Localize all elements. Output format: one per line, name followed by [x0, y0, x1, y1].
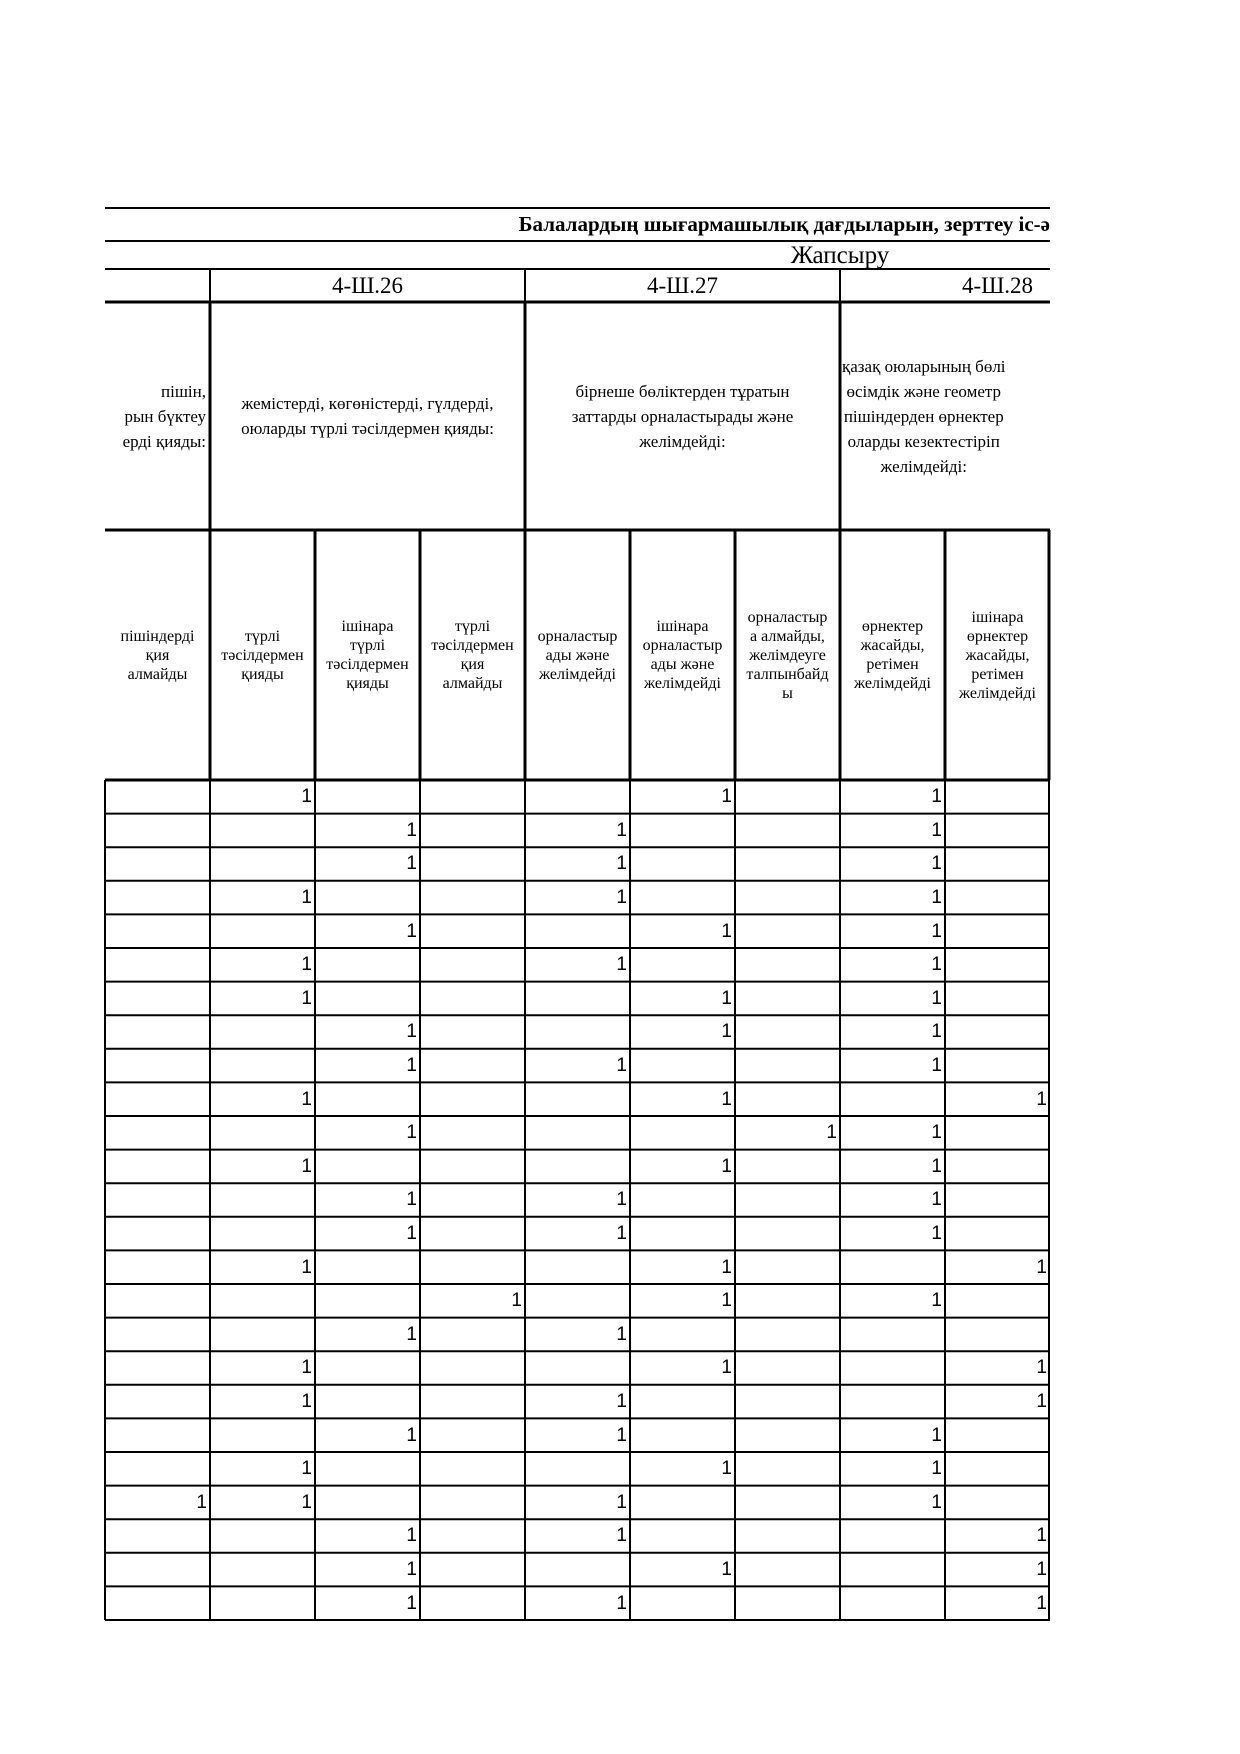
table-cell: 1 [931, 954, 942, 976]
table-cell [840, 1318, 945, 1352]
code-header-4-sh-26: 4-Ш.26 [331, 273, 404, 298]
table-cell [735, 1418, 840, 1452]
table-cell [945, 1284, 1050, 1318]
table-cell: 1 [931, 853, 942, 875]
table-cell: 1 [301, 987, 312, 1009]
table-cell [735, 1318, 840, 1352]
table-cell [945, 881, 1050, 915]
table-cell [840, 1351, 945, 1385]
table-cell [420, 1015, 525, 1049]
table-cell [525, 982, 630, 1016]
subheader-col-9: ішінара өрнектер жасайды, ретімен желімдейді [959, 608, 1036, 702]
section-label: Жапсыру [790, 241, 890, 269]
table-cell [315, 780, 420, 814]
table-cell [105, 1418, 210, 1452]
table-cell [945, 1217, 1050, 1251]
table-cell: 1 [931, 887, 942, 909]
table-cell: 1 [616, 1491, 627, 1513]
table-cell [945, 914, 1050, 948]
table-cell [630, 1049, 735, 1083]
table-cell [105, 1250, 210, 1284]
table-cell [525, 1082, 630, 1116]
subheader-col-8: өрнектер жасайды, ретімен желімдейді [854, 618, 931, 692]
table-cell [945, 948, 1050, 982]
criterion-4-sh-27: бірнеше бөліктерден тұратын заттарды орналастырады және желімдейді: [571, 381, 794, 451]
table-cell [420, 914, 525, 948]
table-cell [525, 1452, 630, 1486]
table-cell: 1 [406, 920, 417, 942]
table-cell [630, 1519, 735, 1553]
table-cell [210, 1318, 315, 1352]
table-cell [630, 1116, 735, 1150]
table-cell [630, 814, 735, 848]
table-cell [945, 847, 1050, 881]
table-cell [420, 1418, 525, 1452]
table-cell [735, 1586, 840, 1620]
table-cell: 1 [406, 1424, 417, 1446]
table-cell [105, 847, 210, 881]
table-cell [525, 1116, 630, 1150]
table-cell [315, 982, 420, 1016]
table-cell: 1 [931, 819, 942, 841]
table-cell [630, 1183, 735, 1217]
table-cell [105, 1015, 210, 1049]
table-cell [735, 1082, 840, 1116]
table-cell: 1 [931, 1122, 942, 1144]
table-cell [840, 1519, 945, 1553]
table-cell [840, 1250, 945, 1284]
table-cell: 1 [721, 1021, 732, 1043]
table-cell [315, 1486, 420, 1520]
table-cell [525, 1553, 630, 1587]
table-cell [420, 1082, 525, 1116]
table-cell [525, 1150, 630, 1184]
table-cell [945, 780, 1050, 814]
table-cell: 1 [931, 1223, 942, 1245]
table-cell [420, 1586, 525, 1620]
code-header-4-sh-28: 4-Ш.28 [961, 273, 1034, 298]
table-cell [210, 1284, 315, 1318]
table-cell: 1 [616, 887, 627, 909]
table-cell [735, 914, 840, 948]
table-cell [840, 1385, 945, 1419]
table-cell [945, 982, 1050, 1016]
table-cell: 1 [406, 1021, 417, 1043]
table-cell: 1 [721, 1458, 732, 1480]
subheader-col-5: орналастыр ады және желімдейді [537, 627, 618, 683]
subheader-col-7: орналастыр а алмайды, желімдеуге талпынбайд ы [746, 608, 829, 702]
table-cell [420, 1217, 525, 1251]
table-cell [210, 847, 315, 881]
table-cell [105, 982, 210, 1016]
table-cell [420, 948, 525, 982]
table-cell [735, 1015, 840, 1049]
table-cell [105, 780, 210, 814]
table-cell [420, 1049, 525, 1083]
table-cell [945, 1452, 1050, 1486]
table-cell [420, 1452, 525, 1486]
table-cell: 1 [721, 1559, 732, 1581]
table-cell: 1 [301, 954, 312, 976]
table-cell: 1 [301, 1155, 312, 1177]
table-cell [105, 1284, 210, 1318]
table-cell [210, 914, 315, 948]
subheader-col-6: ішінара орналастыр ады және желімдейді [642, 618, 723, 692]
table-cell [210, 1015, 315, 1049]
table-cell: 1 [406, 1559, 417, 1581]
criterion-clipped-left: пішін, рын бүктеу ерді қияды: [122, 381, 206, 451]
table-cell: 1 [1036, 1256, 1047, 1278]
table-cell: 1 [616, 1391, 627, 1413]
table-cell [945, 1318, 1050, 1352]
table-cell [630, 948, 735, 982]
sheet-title: Балалардың шығармашылық дағдыларын, зерттеу іс-ә [518, 212, 1050, 236]
table-cell: 1 [931, 1021, 942, 1043]
table-cell [210, 814, 315, 848]
table-cell: 1 [931, 1424, 942, 1446]
table-cell [630, 847, 735, 881]
table-cell [105, 1082, 210, 1116]
table-cell [315, 1351, 420, 1385]
table-cell [420, 814, 525, 848]
table-cell [315, 881, 420, 915]
table-cell: 1 [721, 987, 732, 1009]
table-cell [630, 1385, 735, 1419]
table-cell [210, 1183, 315, 1217]
table-cell [735, 1183, 840, 1217]
table-cell [315, 1284, 420, 1318]
table-cell [315, 948, 420, 982]
table-cell [630, 1586, 735, 1620]
table-cell: 1 [931, 786, 942, 808]
table-cell [315, 1385, 420, 1419]
table-cell [420, 1486, 525, 1520]
table-cell [630, 881, 735, 915]
subheader-col-3: ішінара түрлі тәсілдермен қияды [326, 618, 409, 692]
table-cell: 1 [1036, 1525, 1047, 1547]
table-cell [420, 1116, 525, 1150]
table-cell: 1 [931, 920, 942, 942]
table-cell [315, 1250, 420, 1284]
table-cell: 1 [616, 819, 627, 841]
table-cell: 1 [616, 1592, 627, 1614]
table-cell [420, 1519, 525, 1553]
table-cell [315, 1150, 420, 1184]
subheader-col-4: түрлі тәсілдермен қия алмайды [431, 618, 514, 692]
table-cell [735, 780, 840, 814]
table-cell [630, 1217, 735, 1251]
table-cell: 1 [301, 786, 312, 808]
table-cell [735, 1553, 840, 1587]
table-cell [420, 1150, 525, 1184]
table-cell [630, 1486, 735, 1520]
table-cell: 1 [616, 1323, 627, 1345]
table-cell [735, 1217, 840, 1251]
table-cell [105, 1116, 210, 1150]
table-cell: 1 [721, 1088, 732, 1110]
table-cell [735, 814, 840, 848]
table-cell [210, 1586, 315, 1620]
criterion-4-sh-28: қазақ оюларының бөлі өсімдік және геометр пішіндерден өрнектер оларды кезектестіріп желімдейді: [842, 356, 1006, 476]
table-cell [945, 1049, 1050, 1083]
table-cell: 1 [406, 853, 417, 875]
table-cell [945, 1015, 1050, 1049]
table-cell: 1 [301, 1458, 312, 1480]
table-cell [420, 1351, 525, 1385]
table-cell: 1 [616, 853, 627, 875]
table-cell: 1 [301, 1491, 312, 1513]
table-cell [420, 1385, 525, 1419]
table-cell [735, 1452, 840, 1486]
table-cell [420, 881, 525, 915]
table-cell: 1 [721, 1357, 732, 1379]
table-cell: 1 [721, 1290, 732, 1312]
table-cell [210, 1553, 315, 1587]
table-cell [105, 948, 210, 982]
table-cell [840, 1082, 945, 1116]
table-cell [735, 1150, 840, 1184]
table-cell [945, 1486, 1050, 1520]
table-cell [105, 1318, 210, 1352]
table-cell [105, 814, 210, 848]
table-cell: 1 [406, 1055, 417, 1077]
table-cell: 1 [196, 1491, 207, 1513]
table-cell [105, 1351, 210, 1385]
table-cell [105, 1553, 210, 1587]
table-cell [105, 1385, 210, 1419]
table-cell [105, 1586, 210, 1620]
table-cell: 1 [721, 1256, 732, 1278]
table-cell: 1 [1036, 1088, 1047, 1110]
table-cell: 1 [931, 1290, 942, 1312]
table-cell: 1 [406, 1592, 417, 1614]
table-cell: 1 [406, 819, 417, 841]
table-cell: 1 [931, 987, 942, 1009]
table-cell: 1 [616, 1525, 627, 1547]
table-cell [525, 1284, 630, 1318]
table-cell [525, 914, 630, 948]
table-cell [210, 1116, 315, 1150]
table-cell [105, 1217, 210, 1251]
table-cell [420, 1250, 525, 1284]
table-cell [525, 1250, 630, 1284]
table-cell [945, 814, 1050, 848]
table-cell: 1 [406, 1122, 417, 1144]
table-cell: 1 [406, 1525, 417, 1547]
criterion-4-sh-26: жемістерді, көгөністерді, гүлдерді, оюларды түрлі тәсілдермен қияды: [241, 394, 494, 438]
table-cell [735, 948, 840, 982]
table-cell: 1 [511, 1290, 522, 1312]
table-cell [735, 1250, 840, 1284]
table-cell [420, 1318, 525, 1352]
table-cell [420, 847, 525, 881]
table-cell: 1 [301, 1391, 312, 1413]
table-cell [840, 1586, 945, 1620]
table-cell: 1 [616, 954, 627, 976]
table-cell [210, 1049, 315, 1083]
table-cell [210, 1519, 315, 1553]
table-cell: 1 [826, 1122, 837, 1144]
table-cell: 1 [616, 1223, 627, 1245]
table-cell [630, 1418, 735, 1452]
table-cell [315, 1452, 420, 1486]
table-cell: 1 [721, 786, 732, 808]
table-cell [735, 1385, 840, 1419]
table-cell: 1 [301, 1357, 312, 1379]
table-cell [420, 1553, 525, 1587]
table-cell [840, 1553, 945, 1587]
table-cell [105, 1452, 210, 1486]
table-cell [945, 1183, 1050, 1217]
table-cell: 1 [931, 1458, 942, 1480]
subheader-col-1: пішіндерді қия алмайды [120, 627, 195, 683]
table-cell [735, 1519, 840, 1553]
table-cell [210, 1418, 315, 1452]
table-cell [420, 780, 525, 814]
table-cell [105, 1519, 210, 1553]
table-cell [105, 1183, 210, 1217]
table-cell [525, 780, 630, 814]
table-cell [735, 1284, 840, 1318]
table-cell [525, 1351, 630, 1385]
table-cell: 1 [931, 1491, 942, 1513]
table-cell [105, 1150, 210, 1184]
table-cell: 1 [406, 1323, 417, 1345]
table-cell [735, 1049, 840, 1083]
table-cell [105, 914, 210, 948]
table-cell [735, 1351, 840, 1385]
table-cell [105, 881, 210, 915]
table-cell [735, 847, 840, 881]
table-cell: 1 [301, 1256, 312, 1278]
table-cell: 1 [931, 1155, 942, 1177]
table-cell: 1 [301, 1088, 312, 1110]
table-cell [630, 1318, 735, 1352]
table-cell [735, 881, 840, 915]
table-cell [945, 1150, 1050, 1184]
subheader-col-2: түрлі тәсілдермен қияды [221, 627, 304, 683]
table-cell [735, 1486, 840, 1520]
table-cell [945, 1116, 1050, 1150]
table-cell: 1 [406, 1189, 417, 1211]
table-cell: 1 [721, 1155, 732, 1177]
table-cell: 1 [1036, 1391, 1047, 1413]
table-cell [420, 982, 525, 1016]
code-header-4-sh-27: 4-Ш.27 [646, 273, 719, 298]
table-cell [945, 1418, 1050, 1452]
table-cell [105, 1049, 210, 1083]
table-cell [210, 1217, 315, 1251]
table-cell [420, 1183, 525, 1217]
table-cell [525, 1015, 630, 1049]
table-cell: 1 [1036, 1592, 1047, 1614]
table-cell: 1 [721, 920, 732, 942]
table-cell: 1 [1036, 1357, 1047, 1379]
table-cell: 1 [406, 1223, 417, 1245]
table-cell: 1 [301, 887, 312, 909]
table-cell: 1 [931, 1189, 942, 1211]
table-cell [315, 1082, 420, 1116]
table-cell: 1 [1036, 1559, 1047, 1581]
table-cell: 1 [616, 1189, 627, 1211]
table-cell: 1 [616, 1055, 627, 1077]
table-cell: 1 [931, 1055, 942, 1077]
table-cell: 1 [616, 1424, 627, 1446]
table-cell [735, 982, 840, 1016]
